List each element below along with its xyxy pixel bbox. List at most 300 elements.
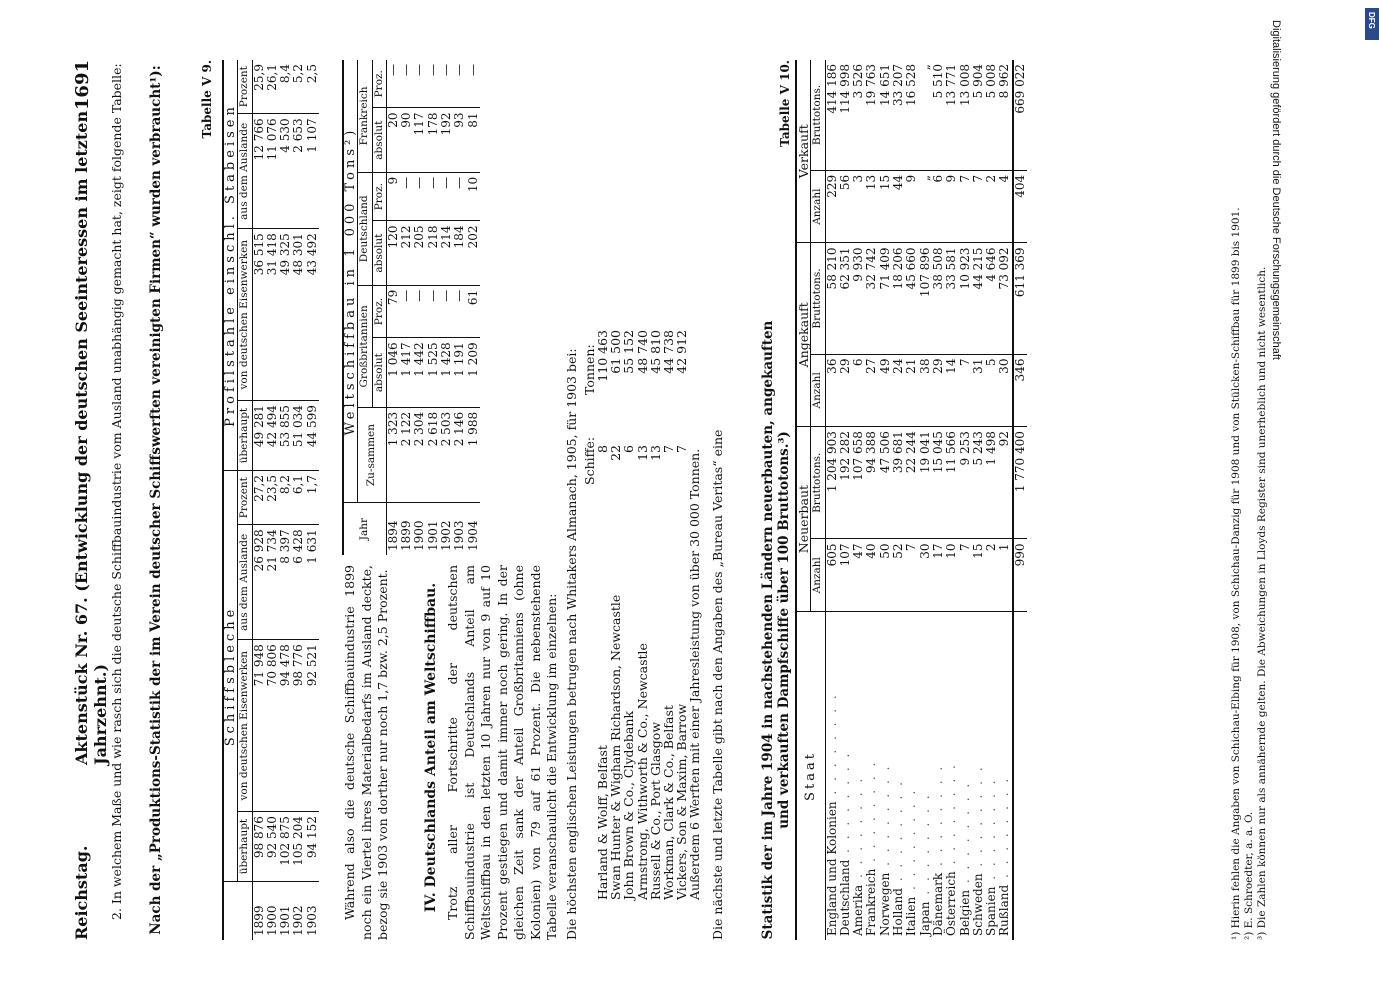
table-cell: 20 xyxy=(386,108,400,172)
leader-dots: . . . . . . . . xyxy=(957,780,972,890)
table-row xyxy=(998,60,1012,940)
leader-dots: . . . . . . . . xyxy=(851,775,866,885)
row-year: 1900 xyxy=(412,520,427,551)
row-year: 1903 xyxy=(304,905,319,936)
table-cell: 53 855 xyxy=(279,401,292,471)
table-cell: 4 646 xyxy=(985,243,998,354)
table-row xyxy=(879,60,892,940)
table-cell: 9 930 xyxy=(852,243,865,354)
state-label: Schweden xyxy=(970,873,985,936)
table-cell: — xyxy=(400,172,413,221)
table-cell: 13 008 xyxy=(959,60,972,170)
table-row xyxy=(306,60,319,940)
dfg-logo-text: DFG xyxy=(1367,12,1376,29)
table-v10 xyxy=(795,60,1027,940)
table-cell: 6 xyxy=(852,354,865,427)
table-cell: 205 xyxy=(413,221,426,285)
table-cell: 32 742 xyxy=(865,243,878,354)
table-v9-group-profiles: Profilstahle einschl. Stabeisen xyxy=(223,60,238,471)
table-cell: 7 xyxy=(972,170,985,243)
firms-col-tons: Tonnen: xyxy=(582,344,597,395)
table-cell: — xyxy=(413,172,426,221)
table-cell: 1 442 xyxy=(413,338,426,408)
table-v10-caption: Statistik der im Jahre 1904 in nachstehenden Ländern neuerbauten, angekauften und verkauften Dampfschiffe über 100 Bruttotons.³) xyxy=(760,320,792,940)
table-cell: 27 xyxy=(865,354,878,427)
table-cell: 1 631 xyxy=(306,525,319,640)
table-v9-col-header: überhaupt xyxy=(238,401,252,471)
firms-col-ships: Schiffe: xyxy=(582,436,597,485)
totals-cell: 346 xyxy=(1013,354,1027,427)
table-cell: 2 xyxy=(985,539,998,612)
table-v9-col-header: überhaupt xyxy=(238,812,252,882)
table-cell: 44 599 xyxy=(306,401,319,471)
table-cell: 93 xyxy=(453,108,466,172)
state-name xyxy=(839,612,852,941)
table-cell: 10 xyxy=(467,172,480,221)
firms-note: Außerdem 6 Werften mit einer Jahresleistung von über 30 000 Tonnen. xyxy=(687,448,703,900)
table-cell: 1,7 xyxy=(306,471,319,525)
table-row xyxy=(266,60,279,940)
state-name xyxy=(825,612,839,941)
intro-paragraph xyxy=(108,60,125,940)
firm-tons: 55 152 xyxy=(621,330,637,374)
leader-dots: . . . . . . . . xyxy=(837,750,852,860)
table-row xyxy=(852,60,865,940)
table-cell: 1 988 xyxy=(467,407,480,502)
table-cell: 79 xyxy=(386,285,400,338)
table-cell: 70 806 xyxy=(266,640,279,812)
state-name xyxy=(865,612,878,941)
table-v9-col-header: Prozent xyxy=(238,471,252,525)
table-cell: 5,2 xyxy=(292,60,305,114)
table-cell: 81 xyxy=(467,108,480,172)
table-cell: 6 xyxy=(932,170,945,243)
leader-dots: . . . . . . . . xyxy=(864,759,879,869)
table-cell: 6 428 xyxy=(292,525,305,640)
table-cell: — xyxy=(427,285,440,338)
table-cell: 48 301 xyxy=(292,229,305,401)
firm-name: Swan Hunter & Wigham Richardson, Newcastle xyxy=(608,594,624,900)
table-cell: 33 207 xyxy=(892,60,905,170)
table-cell: 42 494 xyxy=(266,401,279,471)
table-cell: 51 034 xyxy=(292,401,305,471)
table-cell: — xyxy=(440,172,453,221)
digitization-note xyxy=(1262,0,1282,1000)
table-cell: 49 325 xyxy=(279,229,292,401)
state-name xyxy=(905,612,918,941)
firm-ships: 8 xyxy=(595,445,610,453)
world-group-fr: Frankreich xyxy=(358,60,372,172)
table-cell: 92 540 xyxy=(266,812,279,882)
table-cell: 5 510 xyxy=(932,60,945,170)
row-year: 1899 xyxy=(251,905,266,936)
table-cell: 52 xyxy=(892,539,905,612)
totals-cell: 611 369 xyxy=(1013,243,1027,354)
table-cell: 71 948 xyxy=(252,640,266,812)
table-cell: 7 xyxy=(905,539,918,612)
table-v9-corner xyxy=(223,882,252,941)
table-cell: 5 xyxy=(985,354,998,427)
table-v10-label: Tabelle V 10. xyxy=(778,60,792,147)
table-v9-col-header: von deutschen Eisenwerken xyxy=(238,640,252,812)
table-cell: 192 282 xyxy=(839,427,852,539)
table-cell: 33 581 xyxy=(945,243,958,354)
table-cell: 58 210 xyxy=(825,243,839,354)
state-label: Österreich xyxy=(944,871,959,936)
firm-ships: 13 xyxy=(634,445,650,461)
table-v10-intro: Die nächste und letzte Tabelle gibt nach den Angaben des „Bureau Veritas“ eine xyxy=(710,429,726,940)
state-name xyxy=(879,612,892,941)
state-label: Italien xyxy=(904,896,919,936)
state-name xyxy=(919,612,932,941)
digitization-note-text: Digitalisierung gefördert durch die Deutsche Forschungsgemeinschaft xyxy=(1270,20,1282,360)
table-cell: 50 xyxy=(879,539,892,612)
table-cell: 23,5 xyxy=(266,471,279,525)
table-cell: 31 xyxy=(972,354,985,427)
table-cell: 120 xyxy=(386,221,400,285)
table-v9 xyxy=(222,60,319,940)
table-cell: 1 417 xyxy=(400,338,413,408)
footnote-2: ²) E. Schroedter, a. a. O. xyxy=(1243,811,1255,940)
table-cell: 90 xyxy=(400,108,413,172)
header-left: Reichstag. xyxy=(72,845,91,940)
table-cell: 94 152 xyxy=(306,812,319,882)
v10-sub-count: Anzahl xyxy=(811,354,825,427)
firm-name: John Brown & Co., Clydebank xyxy=(621,710,637,900)
table-cell: 24 xyxy=(892,354,905,427)
table-cell: 19 763 xyxy=(865,60,878,170)
table-cell: 38 xyxy=(919,354,932,427)
totals-row xyxy=(1013,60,1027,940)
state-name xyxy=(852,612,865,941)
section-iv-heading: IV. Deutschlands Anteil am Weltschiffbau. xyxy=(423,582,439,913)
table-cell: 1 191 xyxy=(453,338,466,408)
table-row xyxy=(279,60,292,940)
table-cell: 44 215 xyxy=(972,243,985,354)
rotated-page xyxy=(70,60,1290,940)
table-row xyxy=(413,60,426,555)
list-item xyxy=(636,60,649,940)
paragraph-1899 xyxy=(342,565,392,940)
leader-dots: . . . . . . . . xyxy=(997,775,1012,885)
table-cell: 8,4 xyxy=(279,60,292,114)
table-cell: 16 528 xyxy=(905,60,918,170)
table-cell: 605 xyxy=(825,539,839,612)
table-cell: 2 503 xyxy=(440,407,453,502)
dfg-logo xyxy=(1365,8,1379,40)
row-year: 1903 xyxy=(452,520,467,551)
table-v9-caption: Nach der „Produktions-Statistik der im Verein deutscher Schiffswerften vereinigten Firmen“ wurden verbraucht¹): xyxy=(148,65,164,935)
row-year: 1894 xyxy=(385,520,400,551)
table-cell: 45 660 xyxy=(905,243,918,354)
table-cell: 30 xyxy=(919,539,932,612)
intro-text: 2. In welchem Maße und wie rasch sich die deutsche Schiffbauindustrie vom Ausland unabhängig gemacht hat, zeigt folgende Tabelle: xyxy=(109,63,124,920)
leader-dots: . . . . . . . . xyxy=(930,763,945,873)
leader-dots: . . . . . . . . xyxy=(984,777,999,887)
table-cell: 1 209 xyxy=(467,338,480,408)
firm-ships: 6 xyxy=(621,445,637,453)
table-cell: — xyxy=(440,285,453,338)
table-cell: 43 492 xyxy=(306,229,319,401)
table-cell: 19 041 xyxy=(919,427,932,539)
table-cell: 107 658 xyxy=(852,427,865,539)
table-row xyxy=(945,60,958,940)
table-cell: 105 204 xyxy=(292,812,305,882)
firm-ships: 13 xyxy=(647,445,663,461)
state-name xyxy=(972,612,985,941)
table-cell: 107 xyxy=(839,539,852,612)
leader-dots: . . . . . . . . xyxy=(917,792,932,902)
table-cell: 62 351 xyxy=(839,243,852,354)
table-cell: 218 xyxy=(427,221,440,285)
firm-tons: 110 463 xyxy=(595,330,610,382)
state-label: Spanien xyxy=(984,886,999,936)
firm-tons: 42 912 xyxy=(674,330,690,374)
table-cell: 6,1 xyxy=(292,471,305,525)
table-cell: 212 xyxy=(400,221,413,285)
firm-name: Harland & Wolff, Belfast xyxy=(595,745,610,900)
table-cell: 29 xyxy=(839,354,852,427)
firm-name: Vickers, Son & Maxim, Barrow xyxy=(674,703,690,900)
state-name xyxy=(985,612,998,941)
table-cell: 2 653 xyxy=(292,114,305,229)
table-cell: 12 766 xyxy=(252,114,266,229)
table-row xyxy=(386,60,400,555)
paragraph-1899-text: Während also die deutsche Schiffbauindustrie 1899 noch ein Viertel ihres Materialbedarfs im Ausland deckte, bezog sie 1903 von dorther nur noch 1,7 bzw. 2,5 Prozent. xyxy=(342,565,390,940)
table-cell: 8 962 xyxy=(998,60,1012,170)
table-cell: — xyxy=(400,285,413,338)
table-cell: 4 530 xyxy=(279,114,292,229)
table-cell: 192 xyxy=(440,108,453,172)
table-cell: 414 186 xyxy=(825,60,839,170)
totals-label xyxy=(1013,612,1027,941)
state-label: Amerika xyxy=(851,884,866,936)
table-cell: 21 xyxy=(905,354,918,427)
table-cell: 25,9 xyxy=(252,60,266,114)
table-cell: 36 xyxy=(825,354,839,427)
table-cell: 73 092 xyxy=(998,243,1012,354)
world-sub-abs-gb: absolut xyxy=(372,338,386,408)
list-item xyxy=(622,60,635,940)
table-v9-col-header: von deutschen Eisenwerken xyxy=(238,229,252,401)
table-cell: 22 244 xyxy=(905,427,918,539)
table-cell: 7 xyxy=(959,539,972,612)
firm-name: Russell & Co., Port Glasgow xyxy=(647,721,663,900)
firms-section xyxy=(565,60,729,940)
table-cell: 17 xyxy=(932,539,945,612)
table-cell: 117 xyxy=(413,108,426,172)
table-cell: 92 521 xyxy=(306,640,319,812)
table-cell: 4 xyxy=(998,170,1012,243)
table-cell: 102 875 xyxy=(279,812,292,882)
table-cell: 44 xyxy=(892,170,905,243)
world-group-gb: Großbritannien xyxy=(358,285,372,407)
row-year: 1899 xyxy=(399,520,414,551)
table-cell: 36 515 xyxy=(252,229,266,401)
running-head xyxy=(70,60,110,940)
row-year: 1904 xyxy=(465,520,480,551)
table-cell: 31 418 xyxy=(266,229,279,401)
table-cell: 94 478 xyxy=(279,640,292,812)
table-cell: 2 146 xyxy=(453,407,466,502)
state-label: Rußland xyxy=(997,884,1012,936)
table-cell: 1 204 903 xyxy=(825,427,839,539)
world-sub-pct-fr: Proz. xyxy=(372,60,386,108)
table-cell: 2,5 xyxy=(306,60,319,114)
v10-col-state: Staat xyxy=(796,612,825,941)
table-cell: 5 008 xyxy=(985,60,998,170)
table-cell: 47 506 xyxy=(879,427,892,539)
table-cell: 29 xyxy=(932,354,945,427)
footnote-1: ¹) Hierin fehlen die Angaben von Schichau-Elbing für 1908, von Schichau-Danzig für 1908 und von Stülcken-Schiffbau für 1899 bis 1901. xyxy=(1230,207,1242,940)
table-row xyxy=(985,60,998,940)
table-cell: 9 xyxy=(945,170,958,243)
section-iv-text: Trotz aller Fortschritte der deutschen Schiffbauindustrie ist Deutschlands Anteil am Weltschiffbau in den letzten 10 Jahren nur von 9 auf 10 Prozent gestiegen und damit immer noch gering. In der gleichen Zeit sank der Anteil Großbritanniens (ohne Kolonien) von 79 auf 61 Prozent. Die nebenstehende Tabelle veranschaulicht die Entwicklung im einzelnen: xyxy=(445,565,559,940)
table-cell: 98 876 xyxy=(252,812,266,882)
row-year: 1901 xyxy=(278,905,293,936)
firm-name: Workman, Clark & Co., Belfast xyxy=(660,705,676,900)
table-world-shipbuilding xyxy=(342,60,480,555)
firm-ships: 7 xyxy=(660,445,676,453)
header-center: Aktenstück Nr. 67. (Entwicklung der deutschen Seeinteressen im letzten Jahrzehnt.) xyxy=(72,110,110,765)
table-row xyxy=(959,60,972,940)
state-label: Frankreich xyxy=(864,868,879,936)
state-label: Dänemark xyxy=(930,872,945,936)
table-cell: 15 xyxy=(972,539,985,612)
row-year: 1902 xyxy=(291,905,306,936)
table-cell: 7 xyxy=(959,170,972,243)
firm-tons: 45 810 xyxy=(647,330,663,374)
firms-list xyxy=(596,60,688,940)
firm-ships: 7 xyxy=(674,445,690,453)
table-cell: 98 776 xyxy=(292,640,305,812)
table-row xyxy=(252,60,266,940)
table-cell: 26 928 xyxy=(252,525,266,640)
table-row xyxy=(919,60,932,940)
world-sub-pct-gb: Proz. xyxy=(372,285,386,338)
list-item xyxy=(649,60,662,940)
table-cell: 10 923 xyxy=(959,243,972,354)
state-name xyxy=(998,612,1012,941)
table-cell: 71 409 xyxy=(879,243,892,354)
table-cell: 1 428 xyxy=(440,338,453,408)
table-cell: 13 xyxy=(865,170,878,243)
totals-cell: 990 xyxy=(1013,539,1027,612)
world-sub-pct-de: Proz. xyxy=(372,172,386,221)
table-cell: — xyxy=(386,60,400,108)
table-cell: 9 253 xyxy=(959,427,972,539)
firm-tons: 48 740 xyxy=(634,330,650,374)
table-row xyxy=(972,60,985,940)
v10-sub-tons: Bruttotons. xyxy=(811,243,825,354)
state-label: Belgien xyxy=(957,889,972,936)
leader-dots: . . . . . . . . xyxy=(944,762,959,872)
footnote-3: ³) Die Zahlen können nur als annähernde gelten. Die Abweichungen in Lloyds Register sind unerheblich und nicht wesentlich. xyxy=(1256,266,1268,940)
table-cell: — xyxy=(453,285,466,338)
table-cell: 1 498 xyxy=(985,427,998,539)
table-cell: 30 xyxy=(998,354,1012,427)
table-cell: 3 526 xyxy=(852,60,865,170)
table-cell: 3 xyxy=(852,170,865,243)
leader-dots: . . . . . . . . xyxy=(824,692,839,802)
table-row xyxy=(839,60,852,940)
state-label: Norwegen xyxy=(877,872,892,936)
leader-dots: . . . . . . . . xyxy=(904,787,919,897)
table-cell: 39 681 xyxy=(892,427,905,539)
v10-sub-tons: Bruttotons. xyxy=(811,427,825,539)
table-cell: 94 388 xyxy=(865,427,878,539)
leader-dots: . . . . . . . . xyxy=(877,763,892,873)
table-cell: — xyxy=(467,60,480,108)
world-col-total: Zu-sammen xyxy=(358,407,387,502)
table-cell: 9 xyxy=(905,170,918,243)
leader-dots: . . . . . . . . xyxy=(891,779,906,889)
table-cell: 1 107 xyxy=(306,114,319,229)
state-label: Japan xyxy=(917,901,932,936)
firm-tons: 44 738 xyxy=(660,330,676,374)
table-row xyxy=(440,60,453,555)
state-label: England und Kolonien xyxy=(824,801,839,936)
table-cell: „ xyxy=(919,60,932,170)
table-cell: 21 734 xyxy=(266,525,279,640)
table-cell: — xyxy=(440,60,453,108)
table-cell: 15 045 xyxy=(932,427,945,539)
firm-tons: 61 500 xyxy=(608,330,624,374)
row-year: 1901 xyxy=(425,520,440,551)
table-cell: — xyxy=(453,60,466,108)
world-sub-abs-fr: absolut xyxy=(372,108,386,172)
table-cell: 2 304 xyxy=(413,407,426,502)
table-row xyxy=(865,60,878,940)
world-title: Weltschiffbau in 1 000 Tons²) xyxy=(343,60,358,503)
row-year: 1900 xyxy=(264,905,279,936)
page-number: 1691 xyxy=(72,60,93,111)
table-cell: — xyxy=(400,60,413,108)
state-name xyxy=(892,612,905,941)
table-row xyxy=(905,60,918,940)
table-cell: 61 xyxy=(467,285,480,338)
v10-sub-count: Anzahl xyxy=(811,170,825,243)
table-cell: 214 xyxy=(440,221,453,285)
v10-sub-count: Anzahl xyxy=(811,539,825,612)
v10-group-new: Neuerbaut xyxy=(796,427,811,612)
firm-ships: 22 xyxy=(608,445,624,461)
state-name xyxy=(945,612,958,941)
table-cell: — xyxy=(413,285,426,338)
table-row xyxy=(453,60,466,555)
table-v9-col-header: aus dem Auslande xyxy=(238,525,252,640)
table-row xyxy=(467,60,480,555)
table-cell: 56 xyxy=(839,170,852,243)
state-name xyxy=(959,612,972,941)
totals-cell: 669 022 xyxy=(1013,60,1027,170)
table-cell: — xyxy=(453,172,466,221)
table-cell: 9 xyxy=(386,172,400,221)
table-cell: 47 xyxy=(852,539,865,612)
table-cell: 202 xyxy=(467,221,480,285)
row-year: 1902 xyxy=(439,520,454,551)
table-cell: 1 323 xyxy=(386,407,400,502)
table-cell: 184 xyxy=(453,221,466,285)
table-cell: 92 xyxy=(998,427,1012,539)
table-cell: 1 525 xyxy=(427,338,440,408)
table-v9-col-header: aus dem Auslande xyxy=(238,114,252,229)
table-cell: 14 xyxy=(945,354,958,427)
v10-sub-tons: Bruttotons. xyxy=(811,60,825,170)
table-cell: 13 771 xyxy=(945,60,958,170)
table-cell: 8,2 xyxy=(279,471,292,525)
table-row xyxy=(292,60,305,940)
